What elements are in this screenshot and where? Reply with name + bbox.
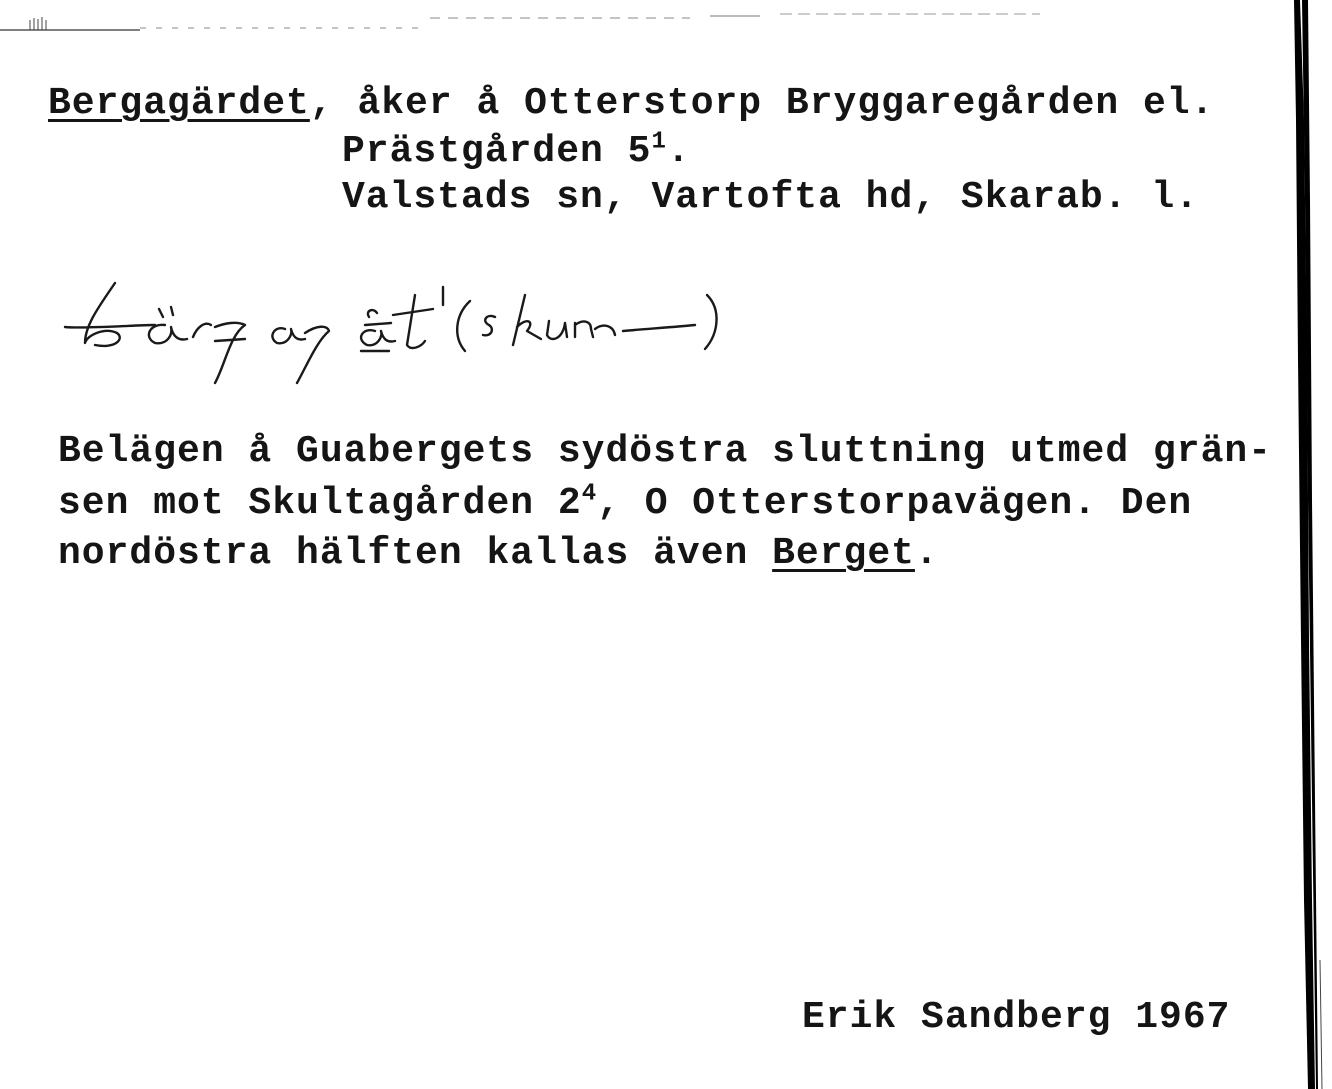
boundary-text: sen mot Skultagården 2: [58, 482, 582, 525]
entry-line-2: [342, 128, 691, 173]
description-line-3: [58, 534, 939, 574]
location-text: , åker å Otterstorp Bryggaregården el.: [309, 82, 1215, 125]
farm-number-superscript: 4: [581, 480, 598, 508]
alias-intro-text: nordöstra hälften kallas även: [58, 532, 773, 575]
description-line-2: [58, 480, 1193, 525]
line2-period: .: [666, 130, 691, 173]
entry-line-1: [48, 84, 1214, 124]
alias-term: Berget: [772, 532, 915, 575]
alt-farm-text: Prästgården 5: [342, 130, 652, 173]
signature: Erik Sandberg 1967: [802, 996, 1231, 1039]
road-text: , O Otterstorpavägen. Den: [597, 482, 1193, 525]
line3-period: .: [914, 532, 939, 575]
headword: Bergagärdet: [48, 82, 310, 125]
farm-number-superscript: 1: [651, 128, 667, 156]
parish-line: Valstads sn, Vartofta hd, Skarab. l.: [342, 176, 1199, 219]
description-line-1: Belägen å Guabergets sydöstra sluttning utmed grän-: [58, 430, 1272, 473]
scan-edge-border: [1290, 0, 1332, 1089]
scan-top-noise: [0, 12, 1290, 32]
handwritten-pronunciation: [55, 265, 755, 395]
